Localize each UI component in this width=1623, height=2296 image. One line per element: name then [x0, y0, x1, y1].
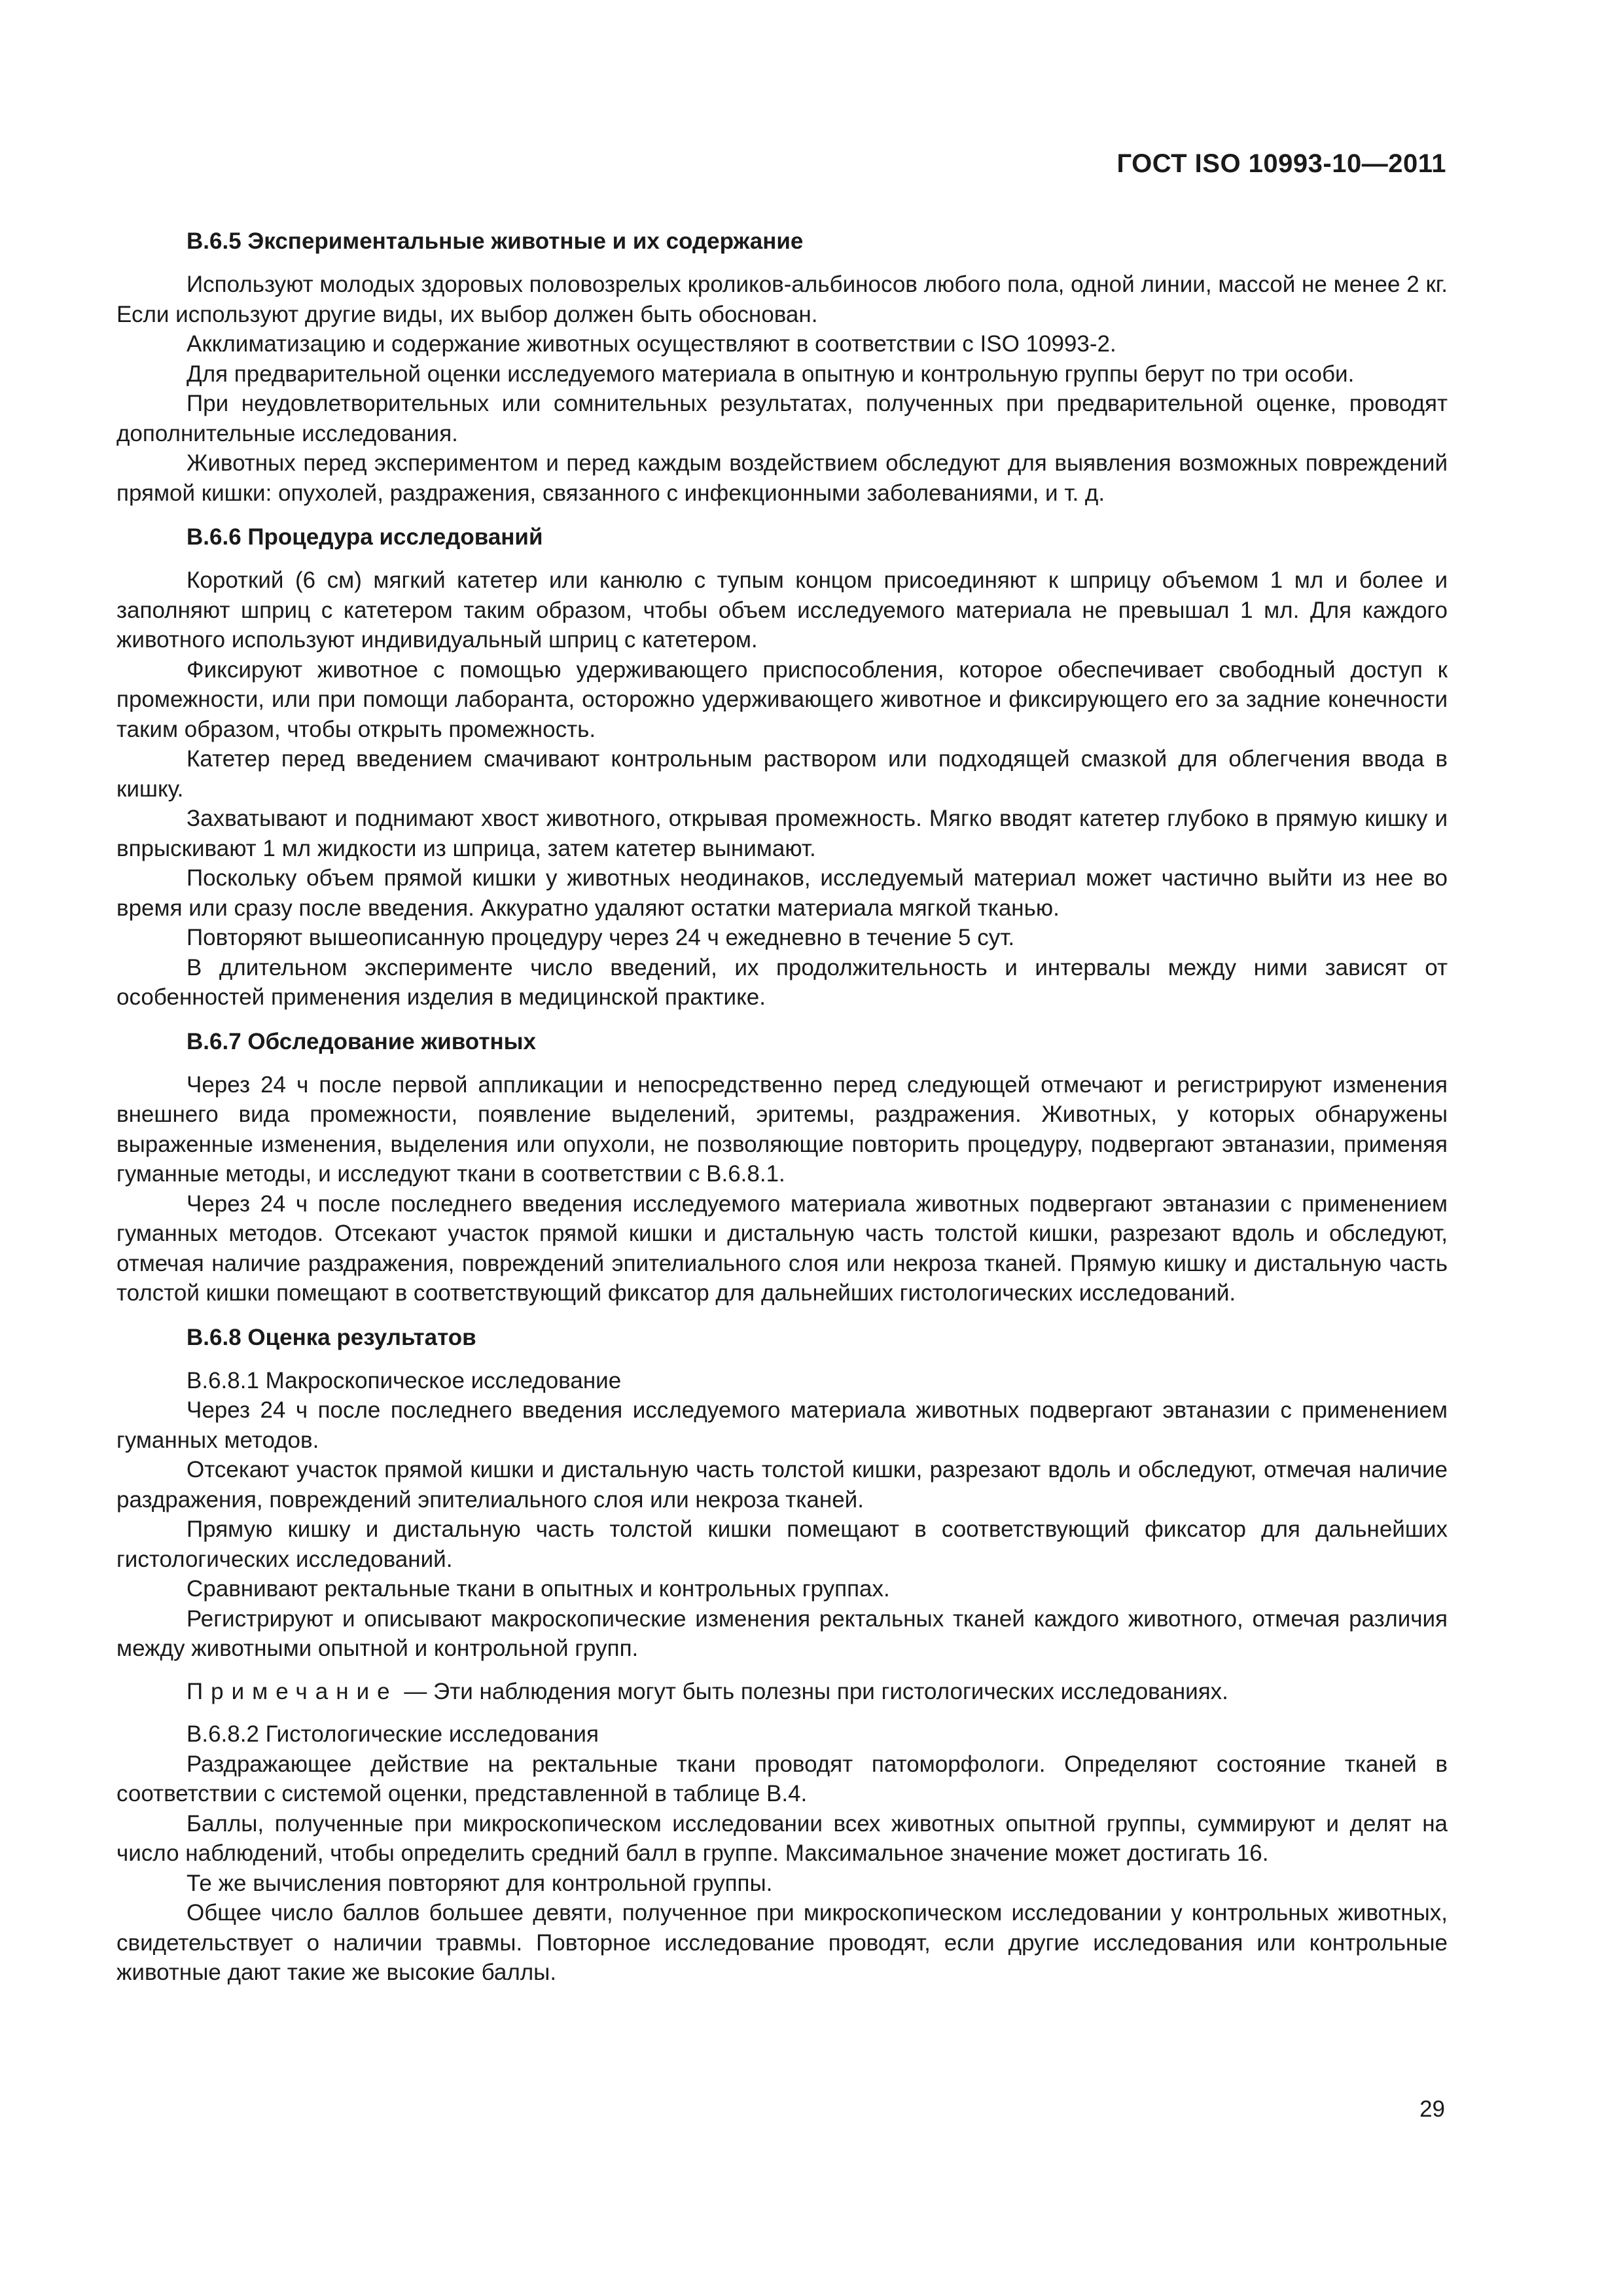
section-heading: B.6.7 Обследование животных	[187, 1028, 536, 1054]
paragraph: Сравнивают ректальные ткани в опытных и контрольных группах.	[187, 1576, 890, 1602]
section-heading: B.6.8 Оценка результатов	[187, 1324, 476, 1350]
page-content	[116, 226, 1448, 2002]
note-label: Примечание	[187, 1678, 398, 1704]
paragraph: Через 24 ч после последнего введения исследуемого материала животных подвергают эвтаназии с применением гуманных методов. Отсекают участок прямой кишки и дистальную часть толстой кишки, разрезают вдоль и обследуют, отмечая наличие раздражения, повреждений эпителиального слоя или некроза тканей. Прямую кишку и дистальную часть толстой кишки помещают в соответствующий фиксатор для дальнейших гистологических исследований.	[116, 1191, 1448, 1306]
paragraph: Прямую кишку и дистальную часть толстой кишки помещают в соответствующий фиксатор для дальнейших гистологических исследований.	[116, 1516, 1448, 1572]
subsection-title: B.6.8.1 Макроскопическое исследование	[187, 1367, 622, 1393]
paragraph: Для предварительной оценки исследуемого материала в опытную и контрольную группы берут по три особи.	[187, 361, 1355, 387]
document-code: ГОСТ ISO 10993-10—2011	[1116, 149, 1446, 178]
paragraph: Общее число баллов большее девяти, полученное при микроскопическом исследовании у контрольных животных, свидетельствует о наличии травмы. Повторное исследование проводят, если другие исследования или контрольные животные дают такие же высокие баллы.	[116, 1900, 1448, 1985]
paragraph: Через 24 ч после первой аппликации и непосредственно перед следующей отмечают и регистрируют изменения внешнего вида промежности, появление выделений, эритемы, раздражения. Животных, у которых обнаружены выраженные изменения, выделения или опухоли, не позволяющие повторить процедуру, подвергают эвтаназии, применяя гуманные методы, и исследуют ткани в соответствии с B.6.8.1.	[116, 1071, 1448, 1187]
paragraph: Акклиматизацию и содержание животных осуществляют в соответствии с ISO 10993-2.	[187, 331, 1116, 357]
paragraph: Животных перед экспериментом и перед каждым воздействием обследуют для выявления возможных повреждений прямой кишки: опухолей, раздражения, связанного с инфекционными заболеваниями, и т. д.	[116, 450, 1448, 506]
paragraph: В длительном эксперименте число введений, их продолжительность и интервалы между ними зависят от особенностей применения изделия в медицинской практике.	[116, 954, 1448, 1010]
paragraph: Захватывают и поднимают хвост животного, открывая промежность. Мягко вводят катетер глубоко в прямую кишку и впрыскивают 1 мл жидкости из шприца, затем катетер вынимают.	[116, 806, 1448, 861]
paragraph: Баллы, полученные при микроскопическом исследовании всех животных опытной группы, суммируют и делят на число наблюдений, чтобы определить средний балл в группе. Максимальное значение может достигать 16.	[116, 1810, 1448, 1866]
paragraph: Используют молодых здоровых половозрелых кроликов-альбиносов любого пола, одной линии, массой не менее 2 кг. Если используют другие виды, их выбор должен быть обоснован.	[116, 272, 1448, 327]
note	[116, 1677, 1448, 1707]
subsection-title: B.6.8.2 Гистологические исследования	[187, 1721, 599, 1747]
section-b67	[116, 1027, 1448, 1308]
paragraph: Поскольку объем прямой кишки у животных неодинаков, исследуемый материал может частично выйти из нее во время или сразу после введения. Аккуратно удаляют остатки материала мягкой тканью.	[116, 865, 1448, 921]
page-number: 29	[1419, 2096, 1445, 2122]
note-text: — Эти наблюдения могут быть полезны при гистологических исследованиях.	[397, 1678, 1228, 1704]
section-heading: B.6.5 Экспериментальные животные и их содержание	[187, 228, 804, 254]
paragraph: Короткий (6 см) мягкий катетер или канюлю с тупым концом присоединяют к шприцу объемом 1 мл и более и заполняют шприц с катетером таким образом, чтобы объем исследуемого материала не превышал 1 мл. Для каждого животного используют индивидуальный шприц с катетером.	[116, 567, 1448, 653]
section-b66	[116, 522, 1448, 1013]
paragraph: Раздражающее действие на ректальные ткани проводят патоморфологи. Определяют состояние тканей в соответствии с системой оценки, представленной в таблице B.4.	[116, 1751, 1448, 1806]
paragraph: Повторяют вышеописанную процедуру через 24 ч ежедневно в течение 5 сут.	[187, 925, 1015, 950]
paragraph: Фиксируют животное с помощью удерживающего приспособления, которое обеспечивает свободный доступ к промежности, или при помощи лаборанта, осторожно удерживающего животное и фиксирующего его за задние конечности таким образом, чтобы открыть промежность.	[116, 656, 1448, 742]
paragraph: Те же вычисления повторяют для контрольной группы.	[187, 1870, 773, 1896]
paragraph: Катетер перед введением смачивают контрольным раствором или подходящей смазкой для облегчения ввода в кишку.	[116, 746, 1448, 802]
section-b65	[116, 226, 1448, 508]
paragraph: Регистрируют и описывают макроскопические изменения ректальных тканей каждого животного, отмечая различия между животными опытной и контрольной групп.	[116, 1605, 1448, 1661]
section-heading: B.6.6 Процедура исследований	[187, 524, 543, 550]
paragraph: Через 24 ч после последнего введения исследуемого материала животных подвергают эвтаназии с применением гуманных методов.	[116, 1397, 1448, 1453]
paragraph: Отсекают участок прямой кишки и дистальную часть толстой кишки, разрезают вдоль и обследуют, отмечая наличие раздражения, повреждений эпителиального слоя или некроза тканей.	[116, 1457, 1448, 1513]
section-b68	[116, 1323, 1448, 1988]
paragraph: При неудовлетворительных или сомнительных результатах, полученных при предварительной оценке, проводят дополнительные исследования.	[116, 391, 1448, 446]
